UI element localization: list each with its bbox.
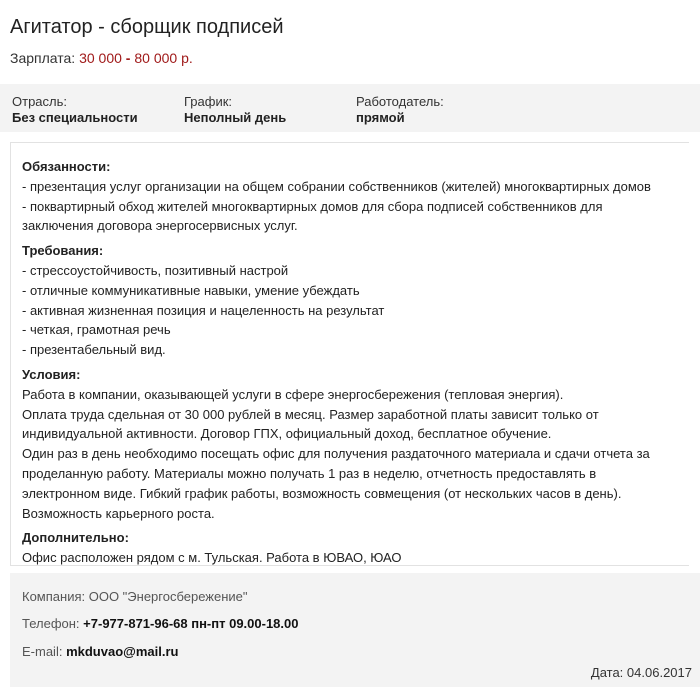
vacancy-info-bar [0, 84, 700, 132]
additional-line: Офис расположен рядом с м. Тульская. Работа в ЮВАО, ЮАО [22, 550, 402, 566]
requirement-line: - стрессоустойчивость, позитивный настрой [22, 262, 289, 278]
date-label: Дата: [590, 665, 624, 680]
company-value: ООО "Энергосбережение" [88, 589, 248, 604]
email-row [22, 644, 178, 660]
conditions-heading: Условия: [22, 366, 81, 382]
vacancy-description [10, 142, 689, 566]
condition-line: Работа в компании, оказывающей услуги в сфере энергосбережения (тепловая энергия). [22, 386, 564, 402]
salary-label: Зарплата: [10, 50, 76, 66]
duty-line: заключения договора энергосервисных услуг. [22, 218, 298, 234]
condition-line: Оплата труда сдельная от 30 000 рублей в месяц. Размер заработной платы зависит только от [22, 406, 599, 422]
company-label: Компания: [22, 589, 86, 604]
email-value[interactable]: mkduvao@mail.ru [66, 644, 179, 659]
condition-line: Один раз в день необходимо посещать офис для получения раздаточного материала и сдачи отчета за [22, 446, 650, 462]
employer-field [356, 94, 444, 126]
salary-dash: - [125, 50, 131, 66]
date-row [591, 665, 692, 681]
requirement-line: - активная жизненная позиция и нацеленность на результат [22, 302, 385, 318]
requirement-line: - презентабельный вид. [22, 342, 166, 358]
contacts-panel [10, 573, 700, 687]
employer-label: Работодатель: [356, 94, 444, 109]
phone-value[interactable]: +7-977-871-96-68 пн-пт 09.00-18.00 [83, 616, 299, 631]
salary-line [10, 49, 193, 67]
duties-heading: Обязанности: [22, 159, 111, 174]
schedule-value: Неполный день [184, 110, 287, 125]
industry-value: Без специальности [12, 110, 138, 125]
industry-label: Отрасль: [12, 94, 67, 109]
additional-heading: Дополнительно: [22, 530, 129, 546]
duty-line: - поквартирный обход жителей многоквартирных домов для сбора подписей собственников для [22, 198, 603, 214]
industry-field [12, 94, 138, 126]
requirement-line: - четкая, грамотная речь [22, 322, 171, 338]
duty-line: - презентация услуг организации на общем собрании собственников (жителей) многоквартирных домов [22, 178, 651, 194]
requirement-line: - отличные коммуникативные навыки, умение убеждать [22, 282, 360, 298]
salary-from: 30 000 [79, 50, 122, 66]
phone-label: Телефон: [22, 616, 80, 631]
date-value: 04.06.2017 [626, 665, 692, 680]
phone-row [22, 616, 298, 632]
condition-line: индивидуальной активности. Договор ГПХ, официальный доход, бесплатное обучение. [22, 426, 552, 442]
schedule-label: График: [184, 94, 233, 109]
company-row [22, 589, 248, 605]
vacancy-title: Агитатор - сборщик подписей [10, 16, 284, 38]
salary-currency: р. [181, 50, 193, 66]
condition-line: Возможность карьерного роста. [22, 505, 215, 521]
condition-line: электронном виде. Гибкий график работы, возможность совмещения (от нескольких часов в день). [22, 485, 622, 501]
requirements-heading: Требования: [22, 243, 104, 259]
employer-value: прямой [356, 110, 405, 125]
description-content [22, 157, 687, 568]
salary-to: 80 000 [134, 50, 178, 66]
condition-line: проделанную работу. Материалы можно получать 1 раз в неделю, отчетность предоставлять в [22, 465, 597, 481]
schedule-field [184, 94, 286, 126]
email-label: E-mail: [22, 644, 63, 659]
